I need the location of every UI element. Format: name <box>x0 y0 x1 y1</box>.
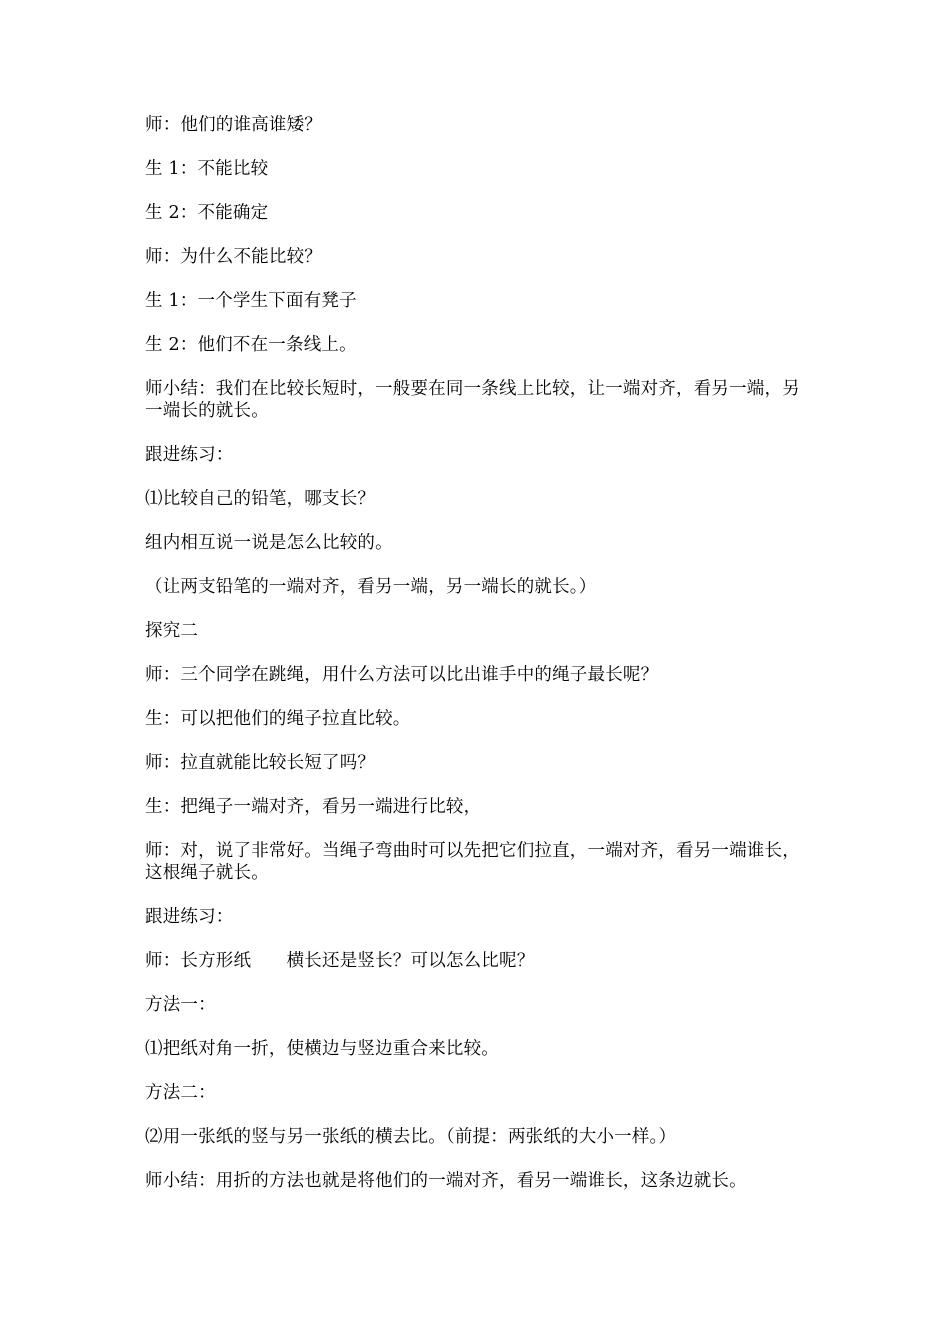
paragraph-2: 生 1：不能比较 <box>145 159 269 179</box>
paragraph-18: 跟进练习： <box>145 907 234 927</box>
paragraph-11: （让两支铅笔的一端对齐，看另一端，另一端长的就长。） <box>145 577 597 597</box>
paragraph-12: 探究二 <box>145 621 199 641</box>
paragraph-24: 师小结：用折的方法也就是将他们的一端对齐，看另一端谁长，这条边就长。 <box>145 1171 747 1191</box>
paragraph-20: 方法一： <box>145 995 216 1015</box>
paragraph-7: 师小结：我们在比较长短时，一般要在同一条线上比较，让一端对齐，看另一端，另一端长的就长。 <box>145 379 800 421</box>
paragraph-6: 生 2：他们不在一条线上。 <box>145 335 357 355</box>
paragraph-17: 师：对，说了非常好。当绳子弯曲时可以先把它们拉直，一端对齐，看另一端谁长，这根绳子就长。 <box>145 841 800 883</box>
document-body <box>145 114 805 1214</box>
paragraph-9: ⑴比较自己的铅笔，哪支长？ <box>145 489 376 509</box>
paragraph-10: 组内相互说一说是怎么比较的。 <box>145 533 393 553</box>
paragraph-8: 跟进练习： <box>145 445 234 465</box>
paragraph-3: 生 2：不能确定 <box>145 203 269 223</box>
paragraph-4: 师：为什么不能比较？ <box>145 247 322 267</box>
paragraph-14: 生：可以把他们的绳子拉直比较。 <box>145 709 411 729</box>
paragraph-5: 生 1：一个学生下面有凳子 <box>145 291 357 311</box>
paragraph-15: 师：拉直就能比较长短了吗？ <box>145 753 376 773</box>
paragraph-13: 师：三个同学在跳绳，用什么方法可以比出谁手中的绳子最长呢？ <box>145 665 659 685</box>
paragraph-22: 方法二： <box>145 1083 216 1103</box>
paragraph-16: 生：把绳子一端对齐，看另一端进行比较， <box>145 797 482 817</box>
paragraph-19: 师：长方形纸 横长还是竖长？可以怎么比呢？ <box>145 951 535 971</box>
paragraph-1: 师：他们的谁高谁矮？ <box>145 115 322 135</box>
paragraph-21: ⑴把纸对角一折，使横边与竖边重合来比较。 <box>145 1039 499 1059</box>
paragraph-23: ⑵用一张纸的竖与另一张纸的横去比。（前提：两张纸的大小一样。） <box>145 1127 677 1147</box>
